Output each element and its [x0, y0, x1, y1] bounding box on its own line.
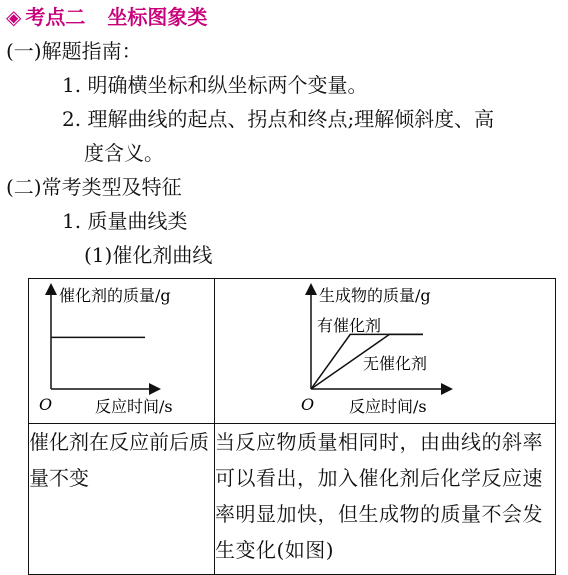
- catalyst-table: [28, 278, 556, 575]
- y-axis-label: 催化剂的质量/g: [59, 286, 171, 305]
- section-title: [6, 4, 207, 30]
- type-item-1: 1. 质量曲线类: [62, 209, 188, 233]
- origin-label: O: [39, 395, 53, 414]
- x-axis-label: 反应时间/s: [349, 397, 427, 416]
- explanation-cell: 当反应物质量相同时，由曲线的斜率可以看出，加入催化剂后化学反应速率明显加快，但生成物的质量不会发生变化(如图): [215, 424, 556, 575]
- chart-cell-product-mass: [215, 279, 556, 424]
- origin-label: O: [301, 395, 315, 414]
- type-subitem-catalyst: (1)催化剂曲线: [84, 243, 213, 267]
- catalyst-mass-chart: [29, 279, 215, 423]
- diamond-bullet-icon: ◈: [6, 5, 22, 29]
- section-number: 考点二: [25, 5, 86, 29]
- x-axis-label: 反应时间/s: [95, 397, 173, 416]
- series-label-without-catalyst: 无催化剂: [363, 354, 428, 373]
- y-axis-label: 生成物的质量/g: [319, 286, 431, 305]
- section-name: 坐标图象类: [107, 5, 208, 29]
- chart-cell-catalyst-mass: [29, 279, 215, 424]
- guide-item-1: 1. 明确横坐标和纵坐标两个变量。: [62, 73, 368, 97]
- guide-item-2: 2. 理解曲线的起点、拐点和终点;理解倾斜度、高: [62, 107, 495, 131]
- subheading-guide: (一)解题指南：: [6, 39, 142, 63]
- product-mass-chart: [215, 279, 556, 423]
- guide-item-2-continued: 度含义。: [84, 141, 164, 165]
- feature-cell: 催化剂在反应前后质量不变: [29, 424, 215, 575]
- subheading-types: (二)常考类型及特征: [6, 175, 182, 199]
- series-label-with-catalyst: 有催化剂: [317, 316, 382, 335]
